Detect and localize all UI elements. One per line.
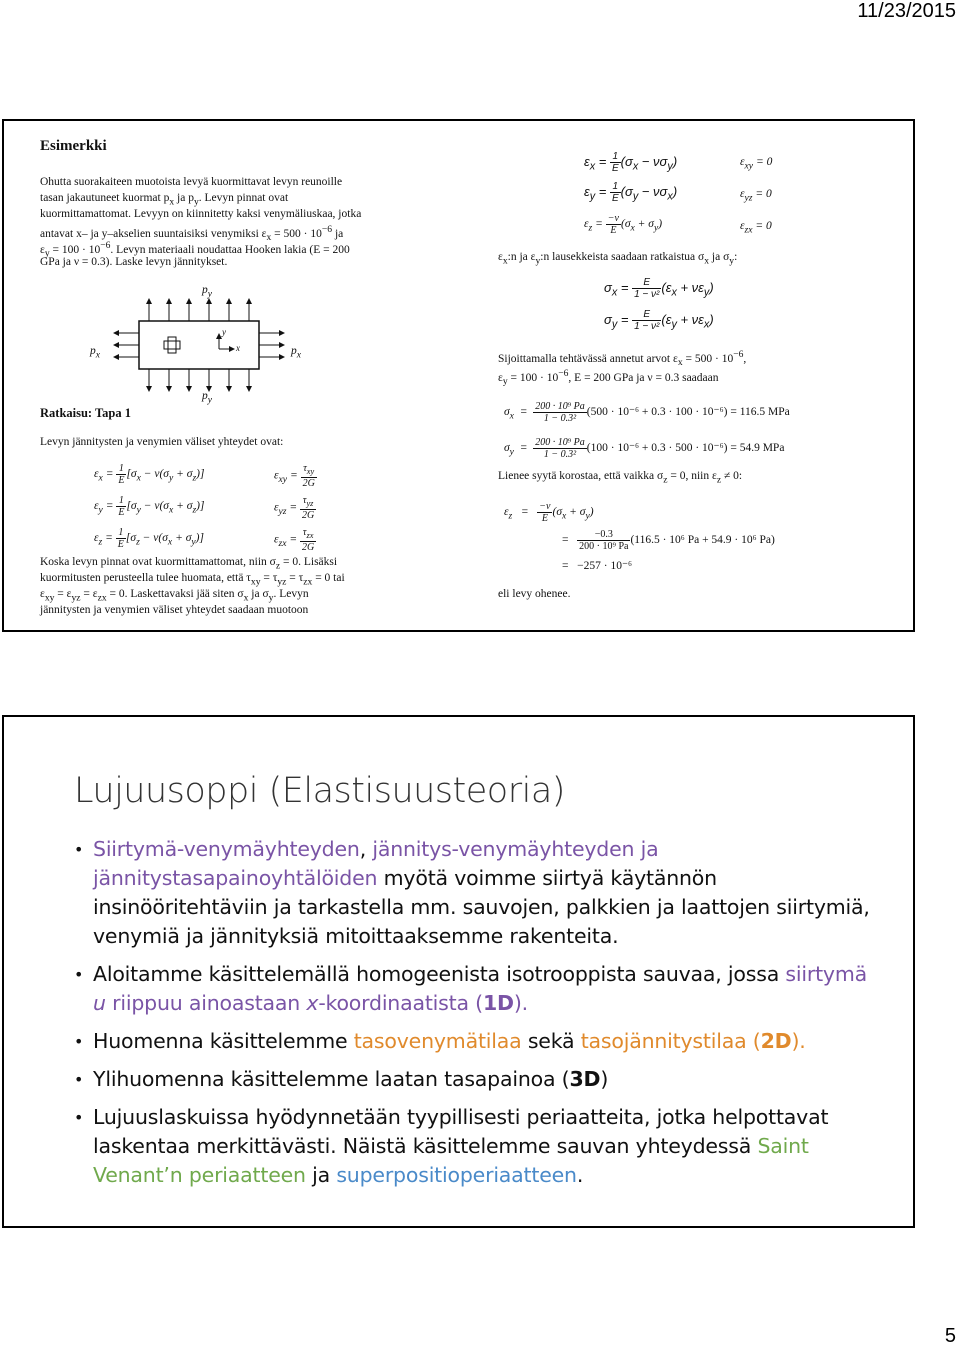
header-date: 11/23/2015 <box>857 0 956 22</box>
conclusion: eli levy ohenee. <box>498 588 571 600</box>
after-line: Koska levyn pinnat ovat kuormittamattomat, niin $\sigma_z = 0$. Lisäksi <box>40 556 338 572</box>
label-px-left: $p_x$ <box>90 345 101 361</box>
bullet-list <box>74 835 874 1199</box>
hooke-eq-y: $\varepsilon_y$ = $\frac{1}{E}$ $[\sigma_y - \nu(\sigma_x + \sigma_z)]$ <box>94 495 205 518</box>
solution-intro: Levyn jännitysten ja venymien väliset yhteydet ovat: <box>40 436 284 448</box>
label-px-right: $p_x$ <box>291 345 302 361</box>
bullet-item: • Ylihuomenna käsittelemme laatan tasapainoa (3D) <box>74 1065 874 1094</box>
bullet-item: • Huomenna käsittelemme tasovenymätilaa sekä tasojännitystilaa (2D). <box>74 1027 874 1056</box>
problem-line: tasan jakautuneet kuormat $p_x$ ja $p_y$. Levyn pinnat ovat <box>40 192 289 208</box>
subst-line: $\varepsilon_y = 100 \cdot 10^{-6}$, E = 200 GPa ja ν = 0.3 saadaan <box>498 368 719 388</box>
label-py-bottom: $p_y$ <box>202 390 213 406</box>
hooke-shear-yz: $\varepsilon_{yz}$ = $\frac{\tau_{yz}}{2G}$ <box>274 495 315 521</box>
problem-line: kuormittamattomat. Levyyn on kiinnitetty kaksi venymäliuskaa, jotka <box>40 208 362 220</box>
bullet-item: • Aloitamme käsittelemällä homogeenista isotrooppista sauvaa, jossa siirtymä u riippuu ainoastaan x-koordinaatista (1D). <box>74 960 874 1018</box>
label-py-top: $p_y$ <box>202 284 213 300</box>
bullet-item: • Lujuuslaskuissa hyödynnetään tyypillisesti periaatteita, jotka helpottavat laskentaa merkittävästi. Näistä käsittelemme sauvan yhteydessä Saint Venant’n periaatteen ja superpositioperiaatteen. <box>74 1103 874 1190</box>
ez-row-2: = $\frac{-0.3}{\text{200 · 10⁹ Pa}}$ (116.5 · 10⁶ Pa + 54.9 · 10⁶ Pa) <box>562 529 775 552</box>
stress-eq-y: $\sigma_y$ = $\frac{E}{\text{1 − ν²}}$ $(\varepsilon_y + \nu\varepsilon_x)$ <box>604 309 714 332</box>
after-line: $\varepsilon_{xy} = \varepsilon_{yz} = \varepsilon_{zx} = 0$. Laskettavaksi jää siten $\sigma_x$ ja $\sigma_y$. Levyn <box>40 588 309 604</box>
subst-line: Sijoittamalla tehtävässä annetut arvot $\varepsilon_x = 500 \cdot 10^{-6}$, <box>498 349 747 369</box>
reduced-eq-z: $\varepsilon_z$ = $\frac{-\nu}{E}$ $(\sigma_x + \sigma_y)$ <box>584 213 663 236</box>
slide-title: Lujuusoppi (Elastisuusteoria) <box>74 771 565 811</box>
numeric-sigma-x: $\sigma_x$ = $\frac{\text{200 · 10⁹ Pa}}{\text{1 − 0.3²}}$ (500 · 10⁻⁶ + 0.3 · 100 · 10⁻⁶) = 116.5 MPa <box>504 401 790 424</box>
axis-y-label: y <box>222 327 226 337</box>
solve-text: $\varepsilon_x:n$ ja $\varepsilon_y:n$ lausekkeista saadaan ratkaistua $\sigma_x$ ja $\sigma_y$: <box>498 251 738 267</box>
numeric-sigma-y: $\sigma_y$ = $\frac{\text{200 · 10⁹ Pa}}{\text{1 − 0.3²}}$ (100 · 10⁻⁶ + 0.3 · 500 · 10⁻⁶) = 54.9 MPa <box>504 437 785 460</box>
hooke-eq-z: $\varepsilon_z$ = $\frac{1}{E}$ $[\sigma_z - \nu(\sigma_x + \sigma_y)]$ <box>94 527 204 550</box>
after-line: kuormitusten perusteella tulee huomata, että $\tau_{xy} = \tau_{yz} = \tau_{zx} = 0$ tai <box>40 572 345 588</box>
hooke-shear-xy: $\varepsilon_{xy}$ = $\frac{\tau_{xy}}{2G}$ <box>274 463 315 489</box>
problem-line: GPa ja ν = 0.3). Laske levyn jännitykset. <box>40 256 228 268</box>
bullet-item: • Siirtymä-venymäyhteyden, jännitys-venymäyhteyden ja jännitystasapainoyhtälöiden myötä voimme siirtyä käytännön insinööritehtäviin ja tarkastella mm. sauvojen, palkkien ja laattojen siirtymiä, venymiä ja jännityksiä mitoittaaksemme rakenteita. <box>74 835 874 951</box>
stress-eq-x: $\sigma_x$ = $\frac{E}{\text{1 − ν²}}$ $(\varepsilon_x + \nu\varepsilon_y)$ <box>604 277 714 300</box>
slide-lujuusoppi <box>2 715 915 1228</box>
page-number: 5 <box>944 1325 956 1347</box>
hooke-shear-zx: $\varepsilon_{zx}$ = $\frac{\tau_{zx}}{2G}$ <box>274 527 315 553</box>
slide-example <box>2 119 915 632</box>
solution-heading: Ratkaisu: Tapa 1 <box>40 406 132 420</box>
example-heading: Esimerkki <box>40 138 107 154</box>
problem-line: $\varepsilon_y = 100 \cdot 10^{-6}$. Levyn materiaali noudattaa Hooken lakia (E = 200 <box>40 240 350 260</box>
note-line: Lienee syytä korostaa, että vaikka $\sigma_z = 0$, niin $\varepsilon_z \ne 0$: <box>498 470 743 486</box>
reduced-shear-zx: $\varepsilon_{zx} = 0$ <box>740 220 772 236</box>
reduced-eq-y: $\varepsilon_y$ = $\frac{1}{E}$ $(\sigma_y - \nu\sigma_x)$ <box>584 181 678 204</box>
reduced-shear-xy: $\varepsilon_{xy} = 0$ <box>740 156 773 172</box>
ez-row-1: $\varepsilon_z$ = $\frac{-\nu}{E}$ $(\sigma_x + \sigma_y)$ <box>504 501 594 524</box>
problem-line: Ohutta suorakaiteen muotoista levyä kuormittavat levyn reunoille <box>40 176 343 188</box>
reduced-eq-x: $\varepsilon_x$ = $\frac{1}{E}$ $(\sigma_x - \nu\sigma_y)$ <box>584 151 678 174</box>
reduced-shear-yz: $\varepsilon_{yz} = 0$ <box>740 188 772 204</box>
axis-x-label: x <box>236 343 240 353</box>
hooke-eq-x: $\varepsilon_x$ = $\frac{1}{E}$ $[\sigma_x - \nu(\sigma_y + \sigma_z)]$ <box>94 463 205 486</box>
problem-line: antavat x– ja y–akselien suuntaisiksi venymiksi $\varepsilon_x = 500 \cdot 10^{-6}$ ja <box>40 224 344 244</box>
ez-row-3: = −257 · 10⁻⁶ <box>562 560 633 572</box>
after-line: jännitysten ja venymien väliset yhteydet saadaan muotoon <box>40 604 309 616</box>
